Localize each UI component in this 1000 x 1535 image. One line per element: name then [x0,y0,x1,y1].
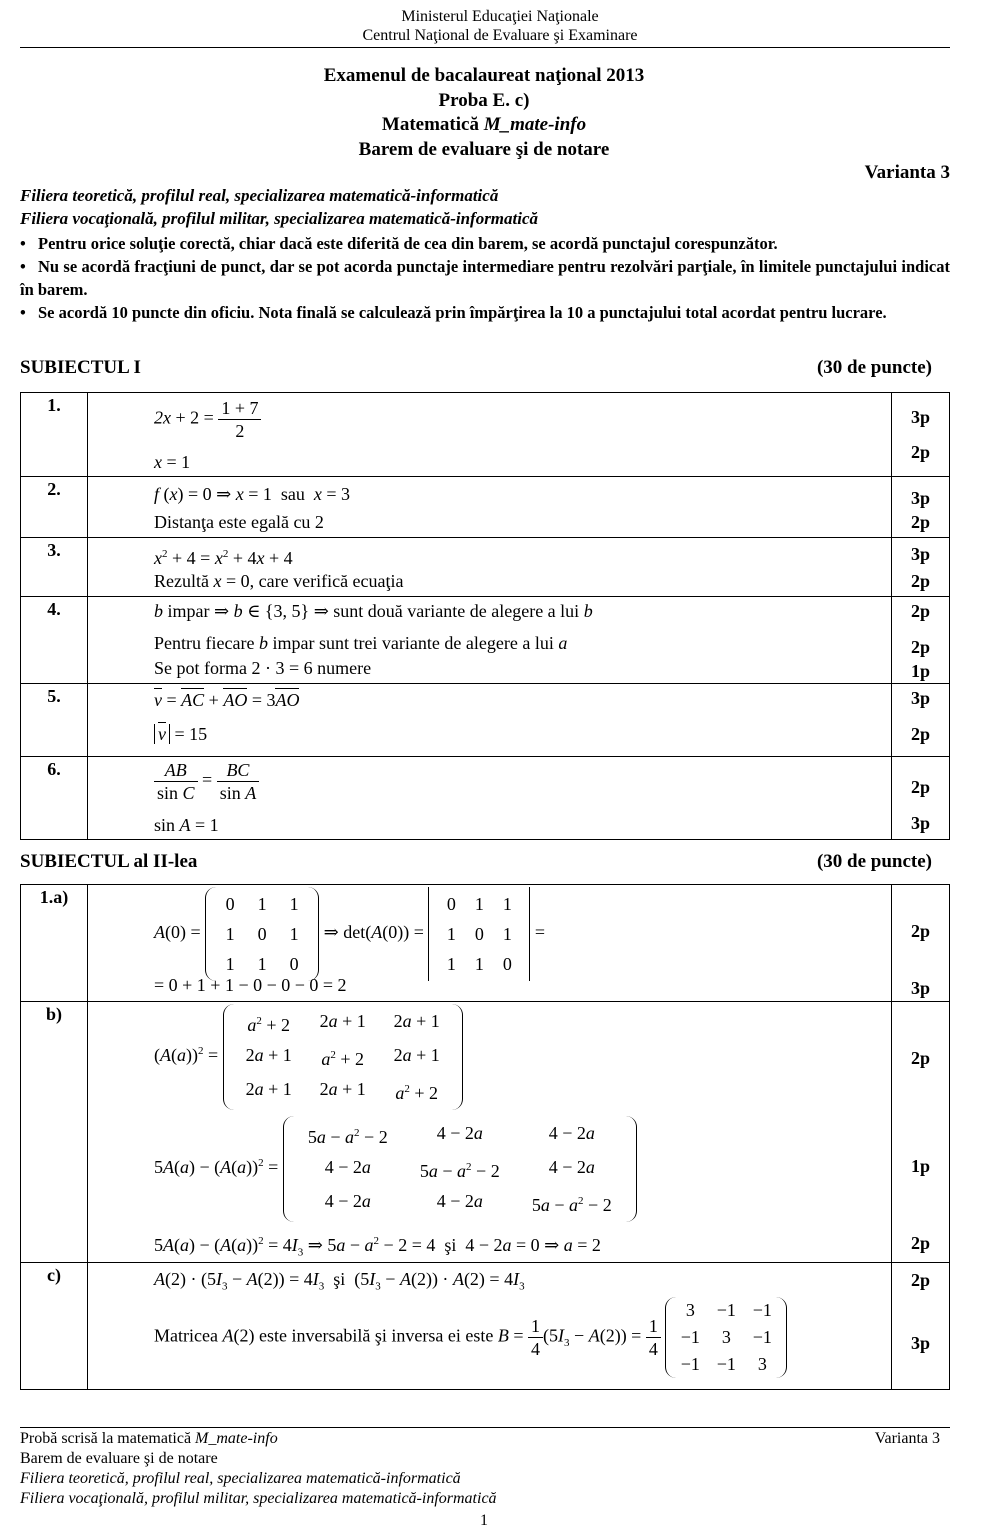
points-value: 3p [910,407,930,427]
formula: $x^2 + 4 = x^2 + 4x + 4$ [154,548,293,568]
instruction-bullet: • Pentru orice soluţie corectă, chiar dacă este diferită de cea din barem, se acordă punctajul corespunzător. [20,234,778,253]
formula-text: Matricea [154,1325,223,1346]
points-value: 3p [910,688,930,708]
footer-profile: M_mate-info [195,1430,278,1447]
formula: A(0) = 0 1 1 1 0 1 1 1 0 ⇒ det(A(0)) = 0 1 1 1 0 1 1 1 0 = [154,887,957,981]
filiera-line: Filiera vocaţională, profilul militar, specializarea matematică-informatică [20,209,539,228]
item-number: 1. [21,393,88,477]
subject2-table [20,884,950,1390]
formula: v = 15 [154,722,957,746]
points-cell [892,393,950,477]
formula: Matricea A(2) este inversabilă şi inversa ei este B = $\frac{1}{4}$ $(5I_3 - A(2))$ = $\frac{1}{4}$ 3 −1 −1 −1 3 −1 −1 −1 3 [154,1297,957,1378]
formula-text: şi [444,1235,457,1255]
subject1-points: (30 de puncte) [816,357,932,378]
proba-title: Proba E. c) [438,89,530,111]
points-value: 3p [910,544,930,564]
item-number: 3. [21,538,88,597]
points-cell [892,597,950,684]
formula: Se pot forma 2 · 3 = 6 numere [154,658,372,678]
item-content [88,597,892,684]
points-cell [892,477,950,538]
subject1-heading [20,357,932,379]
formula: sin A = 1 [154,815,219,835]
table-row [21,393,950,477]
item-number: 1.a) [21,885,88,1002]
instruction-bullet: • Nu se acordă fracţiuni de punct, dar se pot acorda punctaje intermediare pentru rezolvări parţiale, în limitele punctajului indicat în barem. [20,257,950,299]
points-cell [892,885,950,1002]
subject2-heading [20,851,932,873]
ministry-name: Ministerul Educaţiei Naţionale [401,8,599,25]
formula: b impar ⇒ b ∈ {3, 5} ⇒ sunt două variante de alegere a lui b [154,601,593,621]
bullet-text: Pentru orice soluţie corectă, chiar dacă este diferită de cea din barem, se acordă punctajul corespunzător. [38,234,778,253]
points-value: 2p [910,512,930,532]
variant-label: Varianta 3 [864,162,950,183]
formula-text: este inversabilă şi inversa ei este [254,1325,498,1346]
formula-text: Distanţa este egală cu 2 [154,512,324,532]
item-number: c) [21,1263,88,1390]
formula: Pentru fiecare b impar sunt trei variante de alegere a lui a [154,633,568,653]
formula: Rezultă x = 0, care verifică ecuaţia [154,571,404,591]
center-name: Centrul Naţional de Evaluare şi Examinare [362,27,638,44]
footer-line [20,1429,278,1449]
item-number: 4. [21,597,88,684]
points-cell [892,1263,950,1390]
item-content [88,477,892,538]
points-value: 3p [910,978,930,998]
title-block [0,64,968,162]
table-row [21,684,950,757]
page-number: 1 [480,1512,488,1529]
formula-text: sunt două variante de alegere a lui [333,601,580,621]
subject2-points: (30 de puncte) [816,851,932,872]
formula-text: impar [167,601,210,621]
points-value: 2p [910,724,930,744]
formula: f (x) = 0 ⇒ x = 1 sau x = 3 [154,484,351,504]
item-number: 2. [21,477,88,538]
points-cell [892,757,950,840]
points-value: 2p [910,1270,930,1290]
table-row [21,757,950,840]
item-number: 5. [21,684,88,757]
points-value: 3p [910,488,930,508]
formula: $5A(a) - (A(a))^2$ = $5a - a^2 - 2$ 4 − 2a 4 − 2a 4 − 2a $5a - a^2 - 2$ 4 − 2a 4 − 2a 4 − 2a $5a - a^2 - 2$ [154,1116,957,1222]
table-row [21,477,950,538]
determinant: 0 1 1 1 0 1 1 1 0 [428,887,530,981]
points-value: 2p [910,637,930,657]
formula: $5A(a) - (A(a))^2 = 4I_3$ ⇒ $5a - a^2 - 2 = 4$ şi 4 − 2a = 0 ⇒ a = 2 [154,1235,601,1259]
formula-text: şi [333,1269,346,1289]
points-cell [892,538,950,597]
subject-profile: M_mate-info [483,114,587,135]
header-rule [20,47,950,48]
item-number: b) [21,1002,88,1263]
points-value: 2p [910,1233,930,1253]
points-value: 2p [910,777,930,797]
formula: = 0 + 1 + 1 − 0 − 0 − 0 = 2 [154,975,347,995]
formula-text: Pentru fiecare [154,633,259,653]
points-value: 2p [910,1048,930,1068]
subject-prefix: Matematică [381,114,484,135]
table-row [21,1263,950,1390]
matrix: $a^2 + 2$ 2a + 1 2a + 1 2a + 1 $a^2 + 2$ 2a + 1 2a + 1 2a + 1 $a^2 + 2$ [223,1004,463,1110]
item-content [88,757,892,840]
footer-line: Filiera vocaţională, profilul militar, specializarea matematică-informatică [20,1490,497,1507]
formula-text: impar sunt trei variante de alegere a lui [267,633,559,653]
formula: $A(2) \cdot (5I_3 - A(2)) = 4I_3$ şi $(5I_3 - A(2)) \cdot A(2) = 4I_3$ [154,1269,525,1293]
points-value: 2p [910,571,930,591]
instruction-bullet: • Se acordă 10 puncte din oficiu. Nota finală se calculează prin împărţirea la 10 a punctajului total acordat pentru lucrare. [20,303,887,322]
exam-title: Examenul de bacalaureat naţional 2013 [323,65,645,86]
footer-variant: Varianta 3 [874,1430,940,1447]
formula: v = AC + AO = 3AO [154,690,300,710]
formula-text: , care verifică ecuaţia [249,571,404,591]
points-value: 3p [910,1333,930,1353]
subject1-table [20,392,950,840]
item-content [88,885,892,1002]
formula-text: numere [317,658,372,678]
points-value: 2p [910,921,930,941]
points-cell [892,1002,950,1263]
item-content [88,684,892,757]
filiera-line: Filiera teoretică, profilul real, specializarea matematică-informatică [20,186,499,205]
formula: x = 1 [154,452,191,472]
table-row [21,885,950,1002]
formula: $\frac{AB}{\text{sin C}}$ = $\frac{BC}{\text{sin A}}$ [154,759,957,804]
formula-text: Se pot forma [154,658,252,678]
footer-rule [20,1427,950,1428]
table-row [21,1002,950,1263]
points-value: 1p [910,1156,930,1176]
footer-text: Probă scrisă la matematică [20,1430,196,1447]
matrix: 3 −1 −1 −1 3 −1 −1 −1 3 [665,1297,787,1378]
points-value: 1p [910,661,930,681]
item-number: 6. [21,757,88,840]
points-value: 3p [910,813,930,833]
subject-title [0,113,968,138]
points-value: 2p [910,601,930,621]
matrix: $5a - a^2 - 2$ 4 − 2a 4 − 2a 4 − 2a $5a - a^2 - 2$ 4 − 2a 4 − 2a 4 − 2a $5a - a^2 - 2$ [283,1116,637,1222]
item-content [88,1263,892,1390]
table-row [21,597,950,684]
item-content [88,1002,892,1263]
formula: 2x + 2 = $\frac{1 + 7}{2}$ [154,397,957,442]
bullet-text: Se acordă 10 puncte din oficiu. Nota finală se calculează prin împărţirea la 10 a punctajului total acordat pentru lucrare. [38,303,887,322]
item-content [88,393,892,477]
footer-line: Barem de evaluare şi de notare [20,1450,218,1467]
item-content [88,538,892,597]
subject2-title: SUBIECTUL al II-lea [20,851,198,872]
formula-text: sau [280,484,305,504]
points-value: 2p [910,442,930,462]
formula-text: Rezultă [154,571,214,591]
subject1-title: SUBIECTUL I [20,357,141,378]
points-cell [892,684,950,757]
footer-line: Filiera teoretică, profilul real, specializarea matematică-informatică [20,1470,461,1487]
bullet-text: Nu se acordă fracţiuni de punct, dar se pot acorda punctaje intermediare pentru rezolvări parţiale, în limitele punctajului indicat în barem. [20,257,950,299]
matrix: 0 1 1 1 0 1 1 1 0 [205,887,319,981]
barem-title: Barem de evaluare şi de notare [358,138,610,160]
table-row [21,538,950,597]
formula: $(A(a))^2$ = $a^2 + 2$ 2a + 1 2a + 1 2a + 1 $a^2 + 2$ 2a + 1 2a + 1 2a + 1 $a^2 + 2$ [154,1004,957,1110]
